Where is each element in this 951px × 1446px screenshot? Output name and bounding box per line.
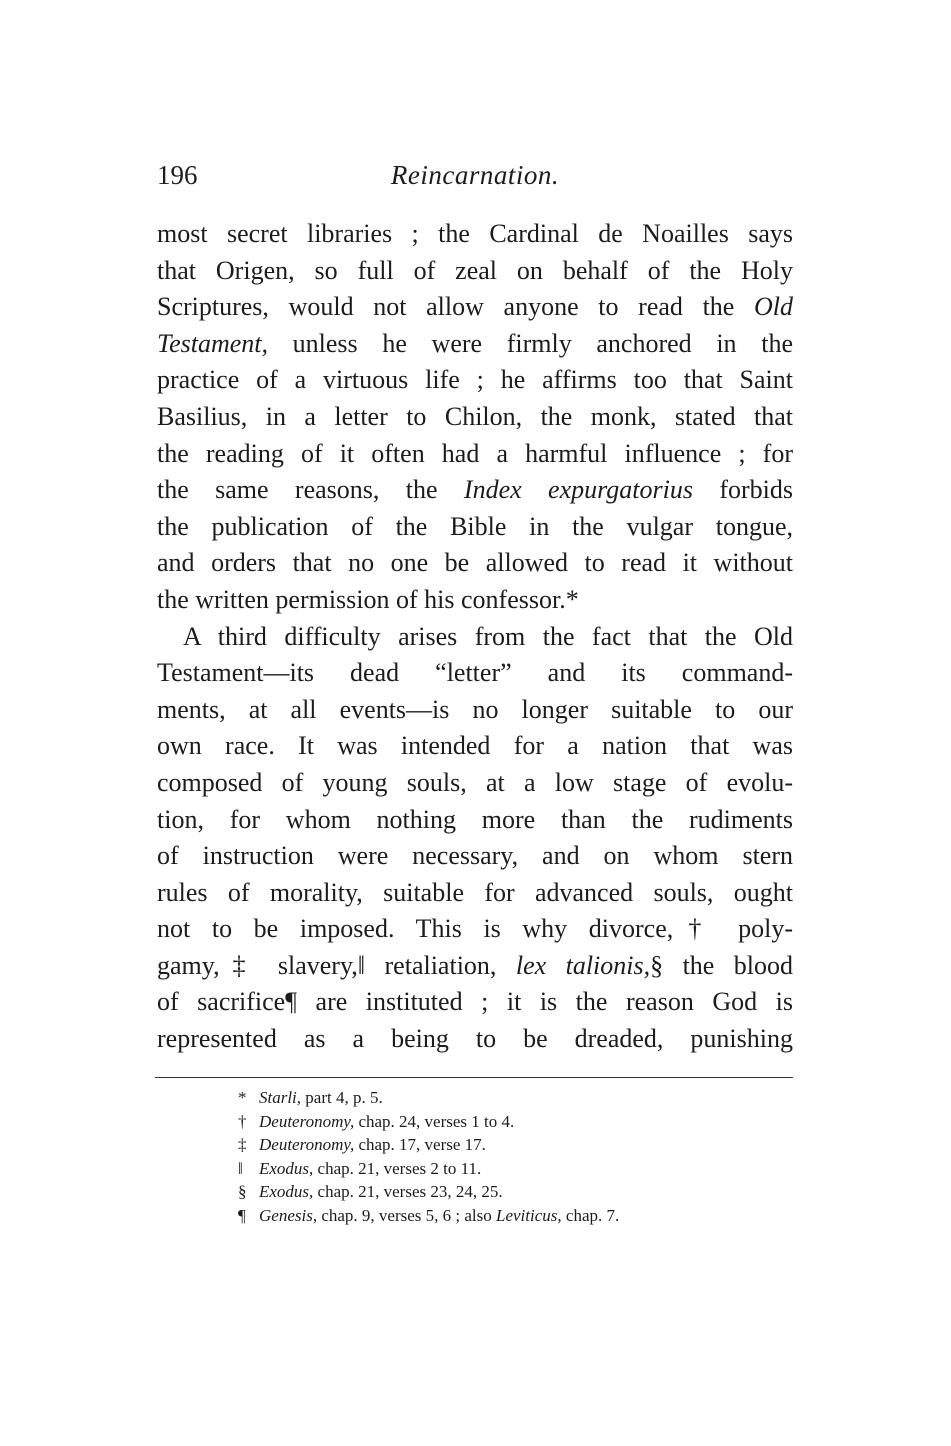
text-line: represented as a being to be dreaded, punishing — [157, 1024, 793, 1054]
footnote-reference: chap. 21, verses 23, 24, 25. — [313, 1182, 503, 1201]
footnote-marker: § — [238, 1182, 247, 1201]
text-line: the publication of the Bible in the vulgar tongue, — [157, 511, 793, 541]
footnote-marker: ¶ — [238, 1205, 246, 1225]
footnote-reference: chap. 21, verses 2 to 11. — [313, 1158, 482, 1178]
footnote-source: Deuteronomy, — [259, 1135, 355, 1154]
footnote-source: Starli, — [259, 1088, 302, 1107]
text-line: not to be imposed. This is why divorce,† poly- — [157, 914, 793, 944]
text-line: the written permission of his confessor.* — [157, 584, 579, 614]
footnotes — [238, 1086, 798, 1227]
text-line: Testament—its dead “letter” and its command- — [157, 658, 793, 688]
text-line: own race. It was intended for a nation that was — [157, 731, 793, 761]
footnote — [238, 1204, 798, 1228]
text-run: forbids — [692, 475, 793, 505]
footnote-source: Genesis, — [259, 1205, 318, 1225]
text-line: rules of morality, suitable for advanced souls, ought — [157, 877, 793, 907]
footnote-reference: chap. 24, verses 1 to 4. — [354, 1111, 515, 1131]
text-line: of instruction were necessary, and on whom stern — [157, 841, 793, 871]
text-line: of sacrifice¶ are instituted ; it is the reason God is — [157, 987, 793, 1017]
page-header — [157, 160, 793, 200]
footnote-reference: chap. 17, verse 17. — [354, 1135, 486, 1154]
footnote-source: Deuteronomy, — [259, 1111, 355, 1131]
running-title: Reincarnation. — [390, 160, 560, 190]
text-run: the same reasons, the — [157, 475, 464, 505]
footnote — [238, 1157, 798, 1181]
text-run: unless he were firmly anchored in the — [268, 328, 793, 358]
footnote-source: Exodus, — [259, 1158, 314, 1178]
text-line — [157, 289, 793, 326]
text-line — [157, 472, 793, 509]
italic-title: Index expurgatorius — [463, 475, 693, 505]
text-line: practice of a virtuous life ; he affirms too that Saint — [157, 365, 793, 395]
text-line: Basilius, in a letter to Chilon, the monk, stated that — [157, 401, 793, 431]
page-number: 196 — [157, 160, 198, 190]
footnote — [238, 1110, 798, 1134]
text-line: ments, at all events—is no longer suitable to our — [157, 694, 793, 724]
text-line: tion, for whom nothing more than the rudiments — [157, 804, 793, 834]
footnote-divider — [155, 1077, 793, 1078]
text-line — [157, 326, 793, 363]
footnote-marker: † — [238, 1111, 247, 1131]
body-text — [157, 216, 793, 1058]
text-line: A third difficulty arises from the fact that the Old — [183, 621, 793, 651]
text-line: most secret libraries ; the Cardinal de Noailles says — [157, 219, 793, 248]
text-line: that Origen, so full of zeal on behalf of the Holy — [157, 255, 793, 285]
footnote-reference: part 4, p. 5. — [301, 1088, 383, 1107]
text-run: Scriptures, would not allow anyone to read the — [157, 292, 754, 322]
paragraph-1 — [157, 216, 793, 619]
text-line: composed of young souls, at a low stage of evolu- — [157, 767, 793, 797]
footnote-marker: ‡ — [238, 1135, 247, 1154]
footnote — [238, 1086, 798, 1110]
footnote — [238, 1133, 798, 1157]
footnote-source: Exodus, — [259, 1182, 314, 1201]
text-line: the reading of it often had a harmful influence ; for — [157, 438, 793, 468]
footnote — [238, 1180, 798, 1204]
footnote-marker: ‖ — [238, 1158, 243, 1178]
text-line — [157, 948, 793, 985]
italic-title: Old — [754, 292, 793, 322]
text-line: and orders that no one be allowed to read it without — [157, 548, 793, 578]
footnote-reference: chap. 9, verses 5, 6 ; also — [317, 1205, 497, 1225]
italic-term: lex talionis, — [515, 950, 651, 980]
italic-title: Testament, — [157, 328, 268, 358]
text-run: § the blood — [650, 950, 793, 980]
footnote-source: Leviticus, — [496, 1205, 562, 1225]
text-run: gamy,‡ slavery,‖ retaliation, — [157, 950, 516, 980]
footnote-marker: * — [238, 1088, 247, 1107]
footnote-reference: chap. 7. — [561, 1205, 620, 1225]
paragraph-2 — [157, 619, 793, 1058]
